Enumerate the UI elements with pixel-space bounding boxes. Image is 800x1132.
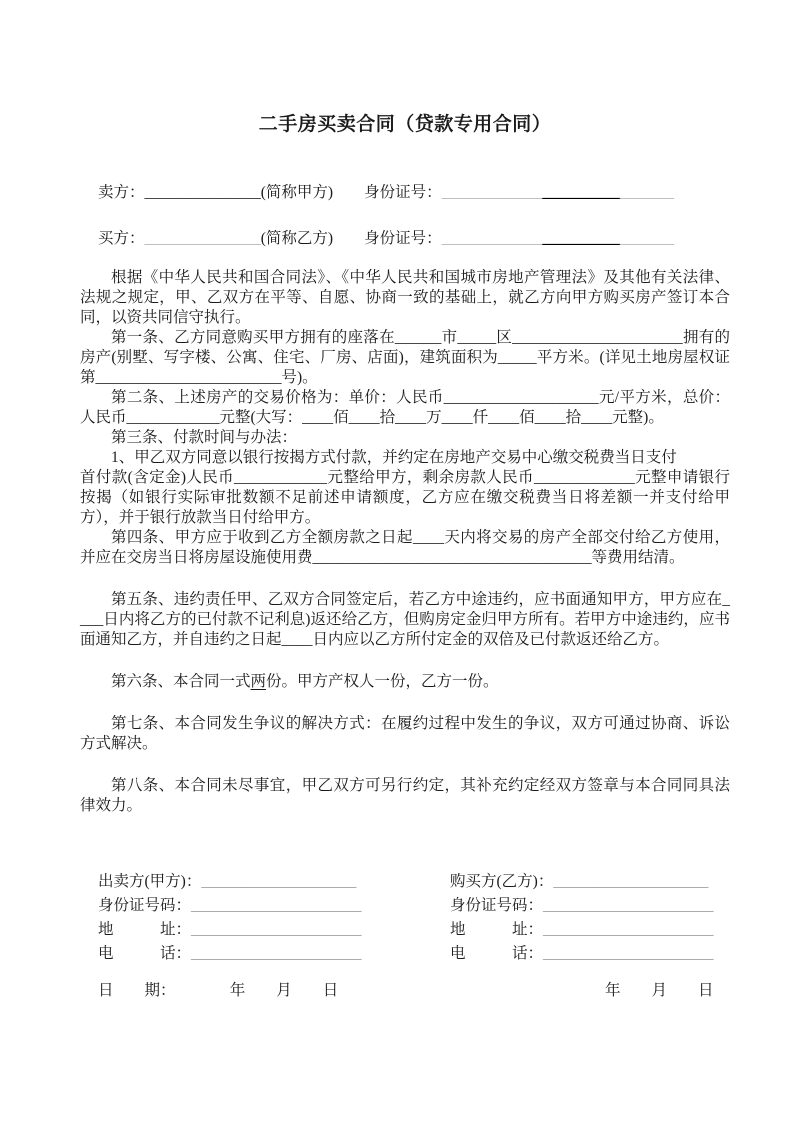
text-run: (简称乙方): [260, 230, 334, 247]
contract-body: [80, 268, 730, 816]
signature-field-label: 身份证号码：: [98, 897, 192, 914]
signature-blank-line: ______________________: [543, 921, 714, 938]
signature-field-label: 地 址：: [450, 921, 544, 938]
signature-field-row: [450, 918, 730, 942]
text-run: 份。甲方产权人一份，乙方一份。: [266, 673, 499, 690]
document-title: 二手房买卖合同（贷款专用合同）: [258, 114, 552, 135]
signature-buyer-column: [432, 870, 730, 1003]
text-run: 第一条、乙方同意购买甲方拥有的座落在______市_____区______________________拥有的房产(别墅、写字楼、公寓、住宅、厂房、店面)，建筑面积为_____平方米。(详见土地房屋权证第________________________号)。: [80, 329, 730, 386]
text-run: 第三条、付款时间与办法：: [111, 429, 298, 446]
text-run: [333, 184, 364, 201]
text-run: _______: [619, 230, 675, 247]
contract-paragraph: [80, 776, 730, 816]
text-run: 首付款(含定金)人民币____________元整给甲方，剩余房款人民币_____________元整申请银行按揭（如银行实际审批数额不足前述申请额度，乙方应在缴交税费当日将差额一并支付给甲方），并于银行放款当日付给甲方。: [80, 469, 730, 526]
text-run: 第四条、甲方应于收到乙方全额房款之日起____天内将交易的房产全部交付给乙方使用，并应在交房当日将房屋设施使用费____________________________________等费用结清。: [80, 529, 730, 566]
text-run: _____________: [441, 230, 543, 247]
signature-field-row: [98, 894, 432, 918]
signature-blank-line: ______________________: [191, 945, 362, 962]
contract-paragraph: [80, 388, 730, 428]
text-run: 根据《中华人民共和国合同法》、《中华人民共和国城市房地产管理法》及其他有关法律、法规之规定，甲、乙双方在平等、自愿、协商一致的基础上，就乙方向甲方购买房产签订本合同，以资共同信守执行。: [80, 269, 730, 326]
text-run: 第二条、上述房产的交易价格为：单价：人民币____________________元/平方米，总价：人民币____________元整(大写：____佰____拾____万____仟____佰____拾____元整)。: [80, 389, 730, 426]
contract-paragraph: [80, 448, 730, 468]
signature-field-label: 出卖方(甲方)：: [98, 873, 202, 890]
seller-date-line: 日 期： 年 月 日: [98, 982, 339, 999]
party-line: [80, 228, 730, 249]
text-run: 1、甲乙双方同意以银行按揭方式付款，并约定在房地产交易中心缴交税费当日支付: [111, 449, 677, 466]
text-run: 身份证号：: [364, 184, 442, 201]
text-run: __________: [542, 230, 620, 247]
text-run: _______________: [144, 184, 261, 201]
text-run: 卖方：: [98, 184, 145, 201]
signature-field-label: 地 址：: [98, 921, 192, 938]
signature-field-row: [450, 942, 730, 966]
signature-field-label: 电 话：: [98, 945, 192, 962]
text-run: _______: [619, 184, 675, 201]
signature-field-row: [450, 870, 730, 894]
buyer-fields: [450, 870, 730, 966]
signature-blank-line: ______________________: [191, 921, 362, 938]
text-run: __________: [542, 184, 620, 201]
parties-section: [80, 182, 730, 249]
signature-section: [80, 870, 730, 1003]
signature-blank-line: ____________________: [553, 873, 709, 890]
signature-blank-line: ______________________: [543, 897, 714, 914]
text-run: 第六条、本合同一式: [111, 673, 251, 690]
signature-blank-line: ______________________: [191, 897, 362, 914]
contract-paragraph: [80, 714, 730, 754]
contract-paragraph: [80, 428, 730, 448]
text-run: 第五条、违约责任甲、乙双方合同签定后，若乙方中途违约，应书面通知甲方，甲方应在____日内将乙方的已付款不记利息)返还给乙方，但购房定金归甲方所有。若甲方中途违约，应书面通知乙方，并自违约之日起____日内应以乙方所付定金的双倍及已付款返还给乙方。: [80, 591, 730, 648]
signature-field-row: [450, 894, 730, 918]
contract-paragraph: [80, 528, 730, 568]
contract-paragraph: [80, 268, 730, 328]
seller-fields: [98, 870, 432, 966]
signature-field-row: [98, 870, 432, 894]
signature-field-label: 购买方(乙方)：: [450, 873, 554, 890]
contract-paragraph: [80, 590, 730, 650]
signature-field-row: [98, 918, 432, 942]
buyer-date-line: 年 月 日: [450, 982, 714, 999]
contract-paragraph: [80, 328, 730, 388]
signature-seller-column: [80, 870, 432, 1003]
signature-field-label: 身份证号码：: [450, 897, 544, 914]
text-run: 第八条、本合同未尽事宜，甲乙双方可另行约定，其补充约定经双方签章与本合同同具法律效力。: [80, 777, 730, 814]
signature-blank-line: ____________________: [201, 873, 357, 890]
contract-paragraph: [80, 468, 730, 528]
text-run: _____________: [441, 184, 543, 201]
text-run: 买方：: [98, 230, 145, 247]
text-run: [333, 230, 364, 247]
contract-paragraph: [80, 672, 730, 692]
text-run: _______________: [144, 230, 261, 247]
text-run: (简称甲方): [260, 184, 334, 201]
party-line: [80, 182, 730, 203]
signature-blank-line: ______________________: [543, 945, 714, 962]
text-run: 两: [250, 673, 267, 690]
signature-field-label: 电 话：: [450, 945, 544, 962]
text-run: 第七条、本合同发生争议的解决方式：在履约过程中发生的争议，双方可通过协商、诉讼方式解决。: [80, 715, 730, 752]
text-run: 身份证号：: [364, 230, 442, 247]
signature-field-row: [98, 942, 432, 966]
